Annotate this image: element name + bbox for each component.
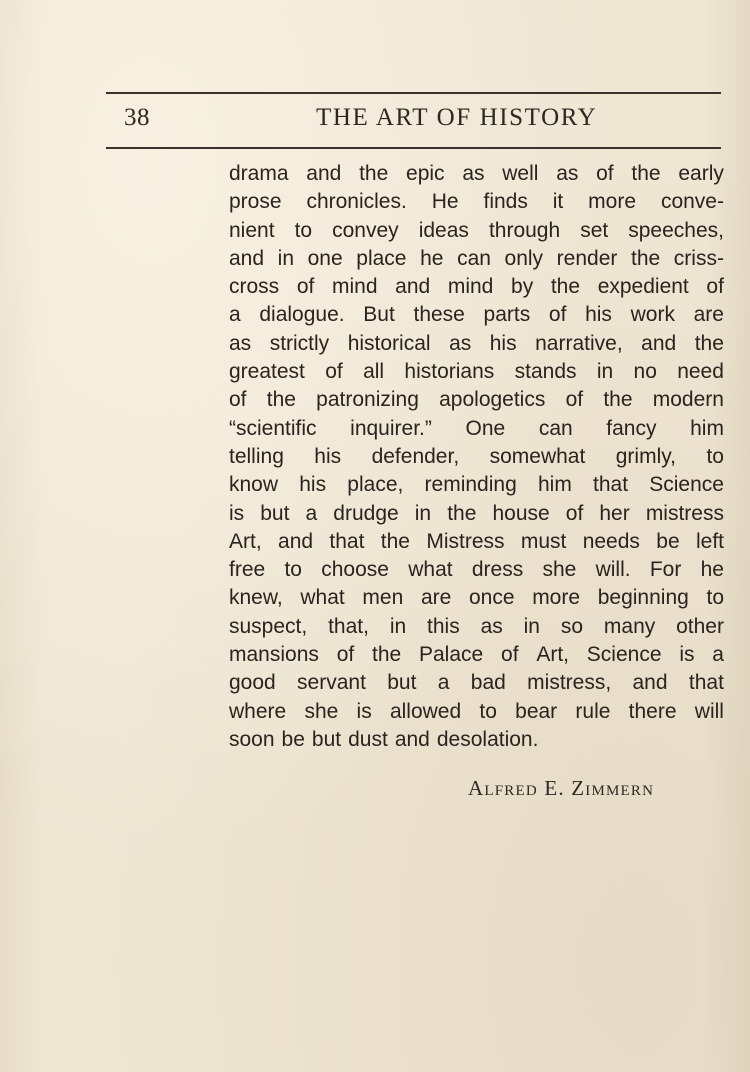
word: she (304, 699, 339, 723)
word: mistress (645, 501, 724, 525)
word: drudge (333, 501, 399, 525)
word: will. (595, 558, 631, 582)
word: the (380, 529, 410, 553)
word: that, (328, 614, 369, 638)
word: no (633, 360, 657, 384)
word: and (394, 727, 430, 751)
word: mind (331, 275, 378, 299)
word: to (706, 586, 724, 610)
word: apologetics (439, 388, 546, 412)
header-rule-top (106, 92, 721, 94)
word: fancy (606, 416, 657, 440)
word: but (260, 501, 290, 525)
word: left (695, 529, 724, 553)
word: a (712, 643, 724, 667)
text-line (229, 698, 724, 726)
word: but (311, 727, 342, 751)
word: as (480, 614, 503, 638)
word: historical (347, 331, 431, 355)
word: his (299, 473, 327, 497)
word: render (556, 246, 618, 270)
word: place, (347, 473, 404, 497)
word: it (552, 190, 564, 214)
word: set (580, 218, 609, 242)
text-line (229, 726, 724, 754)
word: Mistress (426, 529, 505, 553)
word: to (284, 558, 302, 582)
word: cross (229, 275, 280, 299)
word: expedient (597, 275, 689, 299)
text-line (229, 415, 724, 443)
word: are (420, 586, 452, 610)
word: more (532, 586, 581, 610)
word: chronicles. (306, 190, 407, 214)
word: only (504, 246, 544, 270)
word: “scientific (229, 416, 317, 440)
word: telling (229, 444, 284, 468)
word: and (632, 671, 668, 695)
text-line (229, 188, 724, 216)
word: suspect, (229, 614, 308, 638)
word: allowed (389, 699, 462, 723)
word: know (229, 473, 279, 497)
running-title: THE ART OF HISTORY (316, 104, 598, 131)
word: knew, (229, 586, 283, 610)
word: narrative, (535, 331, 623, 355)
word: of (548, 303, 567, 327)
word: can (538, 416, 573, 440)
word: one (307, 246, 343, 270)
text-line (229, 245, 724, 273)
text-line (229, 160, 724, 188)
word: prose (229, 190, 282, 214)
word: be (656, 529, 680, 553)
word: Science (649, 473, 724, 497)
word: conve- (660, 190, 724, 214)
word: in (596, 360, 614, 384)
word: are (693, 303, 724, 327)
text-line (229, 386, 724, 414)
word: well (502, 162, 539, 185)
word: of (336, 643, 355, 667)
word: as (449, 331, 472, 355)
word: desolation. (436, 727, 539, 751)
word: parts (483, 303, 531, 327)
word: the (266, 388, 296, 412)
word: modern (652, 388, 724, 412)
word: in (389, 614, 407, 638)
word: defender, (371, 444, 460, 468)
text-line (229, 471, 724, 499)
word: but (387, 671, 417, 695)
word: of (296, 275, 315, 299)
word: nient (229, 218, 275, 242)
word: is (679, 643, 695, 667)
word: as (462, 162, 485, 185)
word: and (229, 246, 265, 270)
word: a (229, 303, 241, 327)
word: need (677, 360, 724, 384)
word: the (372, 643, 402, 667)
word: speeches, (628, 218, 724, 242)
word: of (501, 643, 519, 667)
word: be (281, 727, 305, 751)
text-line (229, 528, 724, 556)
word: free (229, 558, 266, 582)
word: needs (582, 529, 640, 553)
word: Science (586, 643, 662, 667)
word: of (565, 501, 584, 525)
word: that (593, 473, 629, 497)
word: other (676, 614, 724, 638)
text-line (229, 613, 724, 641)
word: is (229, 501, 245, 525)
word: these (413, 303, 465, 327)
word: as (556, 162, 579, 185)
word: work (630, 303, 675, 327)
word: by (511, 275, 534, 299)
word: dust (348, 727, 388, 751)
text-line (229, 443, 724, 471)
word: mind (447, 275, 494, 299)
word: all (363, 360, 385, 384)
word: Art, (229, 529, 262, 553)
word: he (700, 558, 724, 582)
word: drama (229, 162, 289, 185)
word: For (649, 558, 682, 582)
word: as (229, 331, 252, 355)
word: the (603, 388, 633, 412)
text-line (229, 669, 724, 697)
word: and (641, 331, 677, 355)
word: One (465, 416, 506, 440)
word: of (706, 275, 724, 299)
word: rule (575, 699, 611, 723)
word: his (489, 331, 517, 355)
word: the (630, 246, 661, 270)
word: convey (332, 218, 399, 242)
page-number: 38 (124, 104, 150, 131)
word: stands (514, 360, 577, 384)
word: that (329, 529, 365, 553)
word: where (229, 699, 287, 723)
word: the (550, 275, 581, 299)
word: finds (483, 190, 528, 214)
word: reminding (424, 473, 517, 497)
word: more (588, 190, 637, 214)
word: her (599, 501, 630, 525)
word: once (468, 586, 515, 610)
word: dialogue. (259, 303, 345, 327)
word: grimly, (615, 444, 677, 468)
word: criss- (673, 246, 724, 270)
word: somewhat (489, 444, 586, 468)
word: and (395, 275, 431, 299)
word: the (447, 501, 477, 525)
word: patronizing (316, 388, 419, 412)
text-line (229, 301, 724, 329)
word: historians (404, 360, 495, 384)
text-line (229, 641, 724, 669)
word: strictly (269, 331, 330, 355)
word: to (706, 444, 724, 468)
text-line (229, 273, 724, 301)
author-signature: Alfred E. Zimmern (468, 776, 655, 800)
word: inquirer.” (350, 416, 432, 440)
word: place (356, 246, 407, 270)
word: bad (470, 671, 506, 695)
text-line (229, 217, 724, 245)
word: the (359, 162, 389, 185)
word: will (694, 699, 724, 723)
word: so (560, 614, 584, 638)
word: he (420, 246, 444, 270)
word: the (631, 162, 661, 185)
header-rule-bottom (106, 147, 721, 149)
text-line (229, 584, 724, 612)
word: dress (471, 558, 524, 582)
word: epic (406, 162, 445, 185)
word: can (457, 246, 491, 270)
word: his (585, 303, 612, 327)
word: mistress, (527, 671, 612, 695)
word: soon (229, 727, 275, 751)
word: of (229, 388, 247, 412)
word: and (306, 162, 342, 185)
word: of (596, 162, 614, 185)
word: many (603, 614, 656, 638)
word: Art, (536, 643, 569, 667)
text-line (229, 358, 724, 386)
word: through (488, 218, 561, 242)
text-line (229, 330, 724, 358)
word: what (300, 586, 345, 610)
word: servant (297, 671, 366, 695)
word: greatest (229, 360, 305, 384)
word: Palace (419, 643, 484, 667)
word: that (688, 671, 724, 695)
word: this (427, 614, 460, 638)
word: early (678, 162, 724, 185)
word: in (523, 614, 540, 638)
word: him (537, 473, 572, 497)
word: ideas (418, 218, 469, 242)
word: him (690, 416, 724, 440)
word: in (277, 246, 295, 270)
word: good (229, 671, 276, 695)
word: But (363, 303, 395, 327)
word: He (431, 190, 459, 214)
text-line (229, 500, 724, 528)
word: to (294, 218, 313, 242)
word: what (408, 558, 453, 582)
word: a (437, 671, 450, 695)
word: choose (321, 558, 389, 582)
body-paragraph (229, 160, 724, 754)
word: there (628, 699, 677, 723)
word: bear (515, 699, 558, 723)
word: in (414, 501, 432, 525)
word: men (362, 586, 404, 610)
word: the (694, 331, 724, 355)
word: and (278, 529, 314, 553)
word: she (542, 558, 577, 582)
word: his (314, 444, 342, 468)
word: of (565, 388, 584, 412)
word: mansions (229, 643, 319, 667)
word: house (492, 501, 550, 525)
word: is (356, 699, 372, 723)
word: beginning (597, 586, 689, 610)
word: of (325, 360, 343, 384)
word: a (305, 501, 318, 525)
word: to (479, 699, 497, 723)
text-line (229, 556, 724, 584)
word: must (520, 529, 567, 553)
